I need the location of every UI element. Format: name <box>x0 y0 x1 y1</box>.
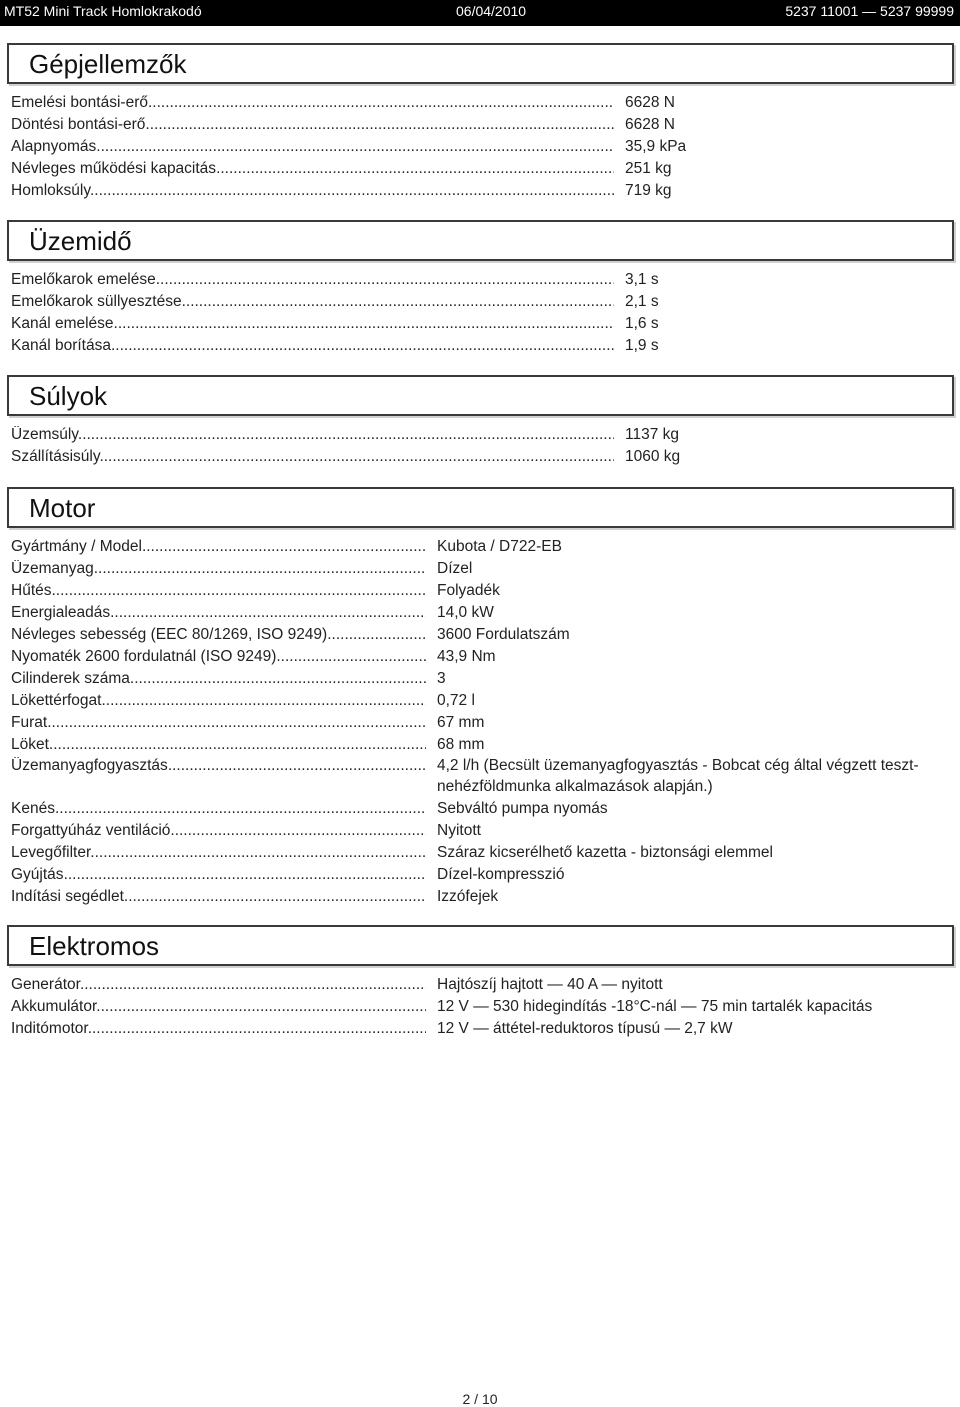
spec-value: 12 V — áttétel-reduktoros típusú — 2,7 kW <box>437 1020 733 1037</box>
section-header-engine <box>7 487 954 528</box>
spec-value: Dízel-kompresszió <box>437 866 565 883</box>
spec-label: Névleges sebesség (EEC 80/1269, ISO 9249) ..... <box>11 626 426 644</box>
spec-label: Energialeadás ..... <box>11 604 426 622</box>
spec-value: Sebváltó pumpa nyomás <box>437 800 608 817</box>
spec-label: Üzemanyagfogyasztás ..... <box>11 757 426 775</box>
spec-label: Levegőfilter ..... <box>11 844 426 862</box>
spec-value: Kubota / D722-EB <box>437 538 562 555</box>
spec-value: 43,9 Nm <box>437 648 496 665</box>
section-title: Motor <box>29 493 96 523</box>
spec-label: Homloksúly ..... <box>11 182 614 200</box>
spec-label: Löket ..... <box>11 736 426 754</box>
spec-label: Hűtés ..... <box>11 582 426 600</box>
spec-value-continuation: nehézföldmunka alkalmazások alapján.) <box>437 778 713 795</box>
spec-label: Indítási segédlet ..... <box>11 888 426 906</box>
spec-value: 6628 N <box>625 116 675 133</box>
spec-value: 0,72 l <box>437 692 475 709</box>
spec-label: Cilinderek száma ..... <box>11 670 426 688</box>
spec-label: Emelési bontási-erő ..... <box>11 94 614 112</box>
spec-value: 719 kg <box>625 182 672 199</box>
spec-label: Generátor ..... <box>11 976 426 994</box>
spec-label: Kanál emelése ..... <box>11 315 614 333</box>
document-title: MT52 Mini Track Homlokrakodó <box>4 3 202 19</box>
spec-label: Döntési bontási-erő ..... <box>11 116 614 134</box>
spec-value: 1137 kg <box>625 426 680 443</box>
spec-value: Folyadék <box>437 582 500 599</box>
section-title: Súlyok <box>29 381 108 411</box>
section-header-electrical <box>7 925 954 966</box>
spec-value: 4,2 l/h (Becsült üzemanyagfogyasztás - Bobcat cég által végzett teszt- <box>437 757 919 774</box>
spec-label: Gyártmány / Model ..... <box>11 538 426 556</box>
spec-value: 3 <box>437 670 446 687</box>
document-header-bar <box>0 0 960 26</box>
section-header-cycle-times <box>7 220 954 261</box>
spec-label: Névleges működési kapacitás ..... <box>11 160 614 178</box>
serial-range: 5237 11001 — 5237 99999 <box>785 3 954 19</box>
spec-value: 1,9 s <box>625 337 659 354</box>
spec-label: Inditómotor ..... <box>11 1020 426 1038</box>
spec-label: Kanál borítása ..... <box>11 337 614 355</box>
spec-value: Hajtószíj hajtott — 40 A — nyitott <box>437 976 663 993</box>
spec-label: Akkumulátor ..... <box>11 998 426 1016</box>
spec-label: Üzemanyag ..... <box>11 560 426 578</box>
spec-label: Emelőkarok emelése ..... <box>11 271 614 289</box>
spec-value: Száraz kicserélhető kazetta - biztonsági elemmel <box>437 844 773 861</box>
spec-value: 3600 Fordulatszám <box>437 626 570 643</box>
spec-value: 6628 N <box>625 94 675 111</box>
spec-label: Üzemsúly ..... <box>11 426 614 444</box>
section-title: Elektromos <box>29 931 160 961</box>
spec-value: Dízel <box>437 560 473 577</box>
spec-value: 67 mm <box>437 714 485 731</box>
spec-label: Kenés ..... <box>11 800 426 818</box>
spec-label: Furat ..... <box>11 714 426 732</box>
spec-label: Szállításisúly ..... <box>11 448 614 466</box>
document-date: 06/04/2010 <box>456 3 527 19</box>
spec-value: 35,9 kPa <box>625 138 687 155</box>
section-title: Üzemidő <box>29 226 132 256</box>
spec-label: Emelőkarok süllyesztése ..... <box>11 293 614 311</box>
section-header-performance <box>7 43 954 84</box>
section-header-weights <box>7 375 954 416</box>
spec-label: Lökettérfogat ..... <box>11 692 426 710</box>
spec-value: 1060 kg <box>625 448 681 465</box>
spec-value: 1,6 s <box>625 315 659 332</box>
page-number: 2 / 10 <box>462 1391 498 1407</box>
spec-value: 2,1 s <box>625 293 659 310</box>
spec-value: Izzófejek <box>437 888 499 905</box>
spec-label: Forgattyúház ventiláció ..... <box>11 822 426 840</box>
spec-label: Alapnyomás ..... <box>11 138 614 156</box>
section-title: Gépjellemzők <box>29 49 187 79</box>
spec-label: Nyomaték 2600 fordulatnál (ISO 9249) ..... <box>11 648 426 666</box>
spec-label: Gyújtás ..... <box>11 866 426 884</box>
spec-value: Nyitott <box>437 822 481 839</box>
spec-value: 68 mm <box>437 736 485 753</box>
spec-value: 251 kg <box>625 160 672 177</box>
spec-value: 3,1 s <box>625 271 659 288</box>
spec-value: 14,0 kW <box>437 604 494 621</box>
spec-value: 12 V — 530 hidegindítás -18°C-nál — 75 min tartalék kapacitás <box>437 998 873 1015</box>
